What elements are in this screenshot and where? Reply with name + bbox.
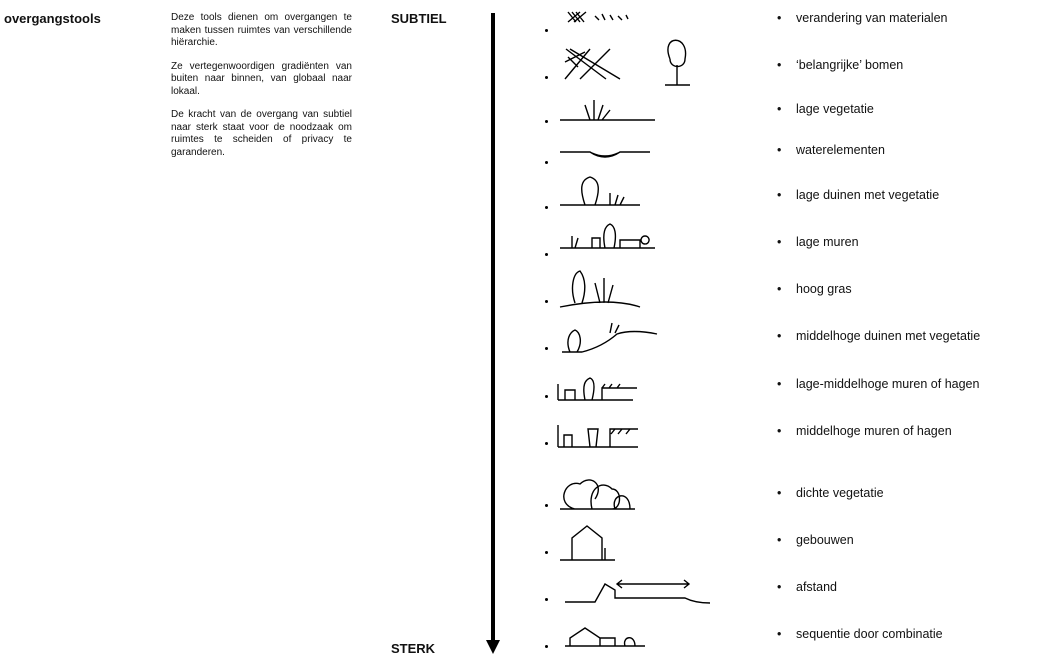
bullet-icon: • bbox=[777, 329, 782, 343]
dense-vegetation-sketch-icon bbox=[550, 495, 720, 505]
list-item-label: lage muren bbox=[796, 235, 859, 249]
list-item-label: lage-middelhoge muren of hagen bbox=[796, 377, 980, 391]
medium-dune-sketch-icon bbox=[550, 338, 720, 348]
bullet-icon: • bbox=[777, 188, 782, 202]
bullet-icon: • bbox=[777, 580, 782, 594]
sequence-sketch-icon bbox=[550, 636, 720, 646]
list-item-label: ‘belangrijke’ bomen bbox=[796, 58, 904, 72]
sketch-bullet bbox=[545, 300, 548, 303]
low-vegetation-sketch-icon bbox=[550, 111, 720, 121]
tall-grass-sketch-icon bbox=[550, 291, 720, 301]
bullet-icon: • bbox=[777, 533, 782, 547]
list-item-label: dichte vegetatie bbox=[796, 486, 884, 500]
bullet-icon: • bbox=[777, 102, 782, 116]
list-item bbox=[777, 580, 837, 594]
list-item-label: verandering van materialen bbox=[796, 11, 948, 25]
list-item bbox=[777, 102, 874, 116]
bullet-icon: • bbox=[777, 11, 782, 25]
low-dune-sketch-icon bbox=[550, 197, 720, 207]
sketch-bullet bbox=[545, 253, 548, 256]
sketch-bullet bbox=[545, 645, 548, 648]
axis-bottom-label: STERK bbox=[391, 641, 436, 656]
sketch-bullet bbox=[545, 551, 548, 554]
arrow-down-icon bbox=[486, 640, 500, 654]
sketch-bullet bbox=[545, 161, 548, 164]
description-paragraph: Ze vertegenwoordigen gradiënten van buiten naar binnen, van globaal naar lokaal. bbox=[171, 60, 352, 97]
low-medium-wall-sketch-icon bbox=[550, 386, 720, 396]
list-item-label: sequentie door combinatie bbox=[796, 627, 943, 641]
low-wall-sketch-icon bbox=[550, 244, 720, 254]
description-paragraph: Deze tools dienen om overgangen te maken tussen ruimtes van verschillende hiërarchie. bbox=[171, 12, 352, 48]
list-item-label: middelhoge duinen met vegetatie bbox=[796, 329, 981, 343]
list-item-label: waterelementen bbox=[796, 143, 885, 157]
sketch-bullet bbox=[545, 504, 548, 507]
sketch-bullet bbox=[545, 598, 548, 601]
distance-sketch-icon bbox=[550, 589, 720, 599]
list-item-label: lage vegetatie bbox=[796, 102, 874, 116]
water-sketch-icon bbox=[550, 152, 720, 162]
description-paragraph: De kracht van de overgang van subtiel naar sterk staat voor de noodzaak om ruimtes te scheiden of privacy te garanderen. bbox=[171, 109, 352, 158]
list-item bbox=[777, 377, 979, 391]
list-item bbox=[777, 533, 854, 547]
bullet-icon: • bbox=[777, 235, 782, 249]
list-item bbox=[777, 188, 939, 202]
bullet-icon: • bbox=[777, 377, 782, 391]
bullet-icon: • bbox=[777, 143, 782, 157]
sketch-bullet bbox=[545, 206, 548, 209]
list-item bbox=[777, 329, 980, 343]
list-item bbox=[777, 486, 884, 500]
sketch-bullet bbox=[545, 76, 548, 79]
bullet-icon: • bbox=[777, 627, 782, 641]
sketch-bullet bbox=[545, 395, 548, 398]
list-item bbox=[777, 627, 943, 641]
list-item-label: gebouwen bbox=[796, 533, 854, 547]
list-item-label: lage duinen met vegetatie bbox=[796, 188, 940, 202]
sketch-bullet bbox=[545, 347, 548, 350]
bullet-icon: • bbox=[777, 424, 782, 438]
list-item bbox=[777, 235, 859, 249]
list-item-label: middelhoge muren of hagen bbox=[796, 424, 952, 438]
bullet-icon: • bbox=[777, 58, 782, 72]
list-item bbox=[777, 58, 903, 72]
medium-wall-sketch-icon bbox=[550, 433, 720, 443]
list-item-label: hoog gras bbox=[796, 282, 852, 296]
tree-sketch-icon bbox=[550, 67, 720, 77]
material-texture-sketch-icon bbox=[550, 20, 720, 30]
bullet-icon: • bbox=[777, 282, 782, 296]
bullet-icon: • bbox=[777, 486, 782, 500]
list-item bbox=[777, 282, 852, 296]
sketch-bullet bbox=[545, 120, 548, 123]
building-sketch-icon bbox=[550, 542, 720, 552]
sketch-bullet bbox=[545, 442, 548, 445]
axis-top-label: SUBTIEL bbox=[391, 11, 447, 26]
section-title: overgangstools bbox=[4, 11, 101, 26]
list-item bbox=[777, 11, 947, 25]
list-item bbox=[777, 143, 885, 157]
list-item-label: afstand bbox=[796, 580, 838, 594]
list-item bbox=[777, 424, 952, 438]
gradient-axis-line bbox=[491, 13, 495, 645]
sketch-bullet bbox=[545, 29, 548, 32]
description bbox=[171, 12, 352, 170]
